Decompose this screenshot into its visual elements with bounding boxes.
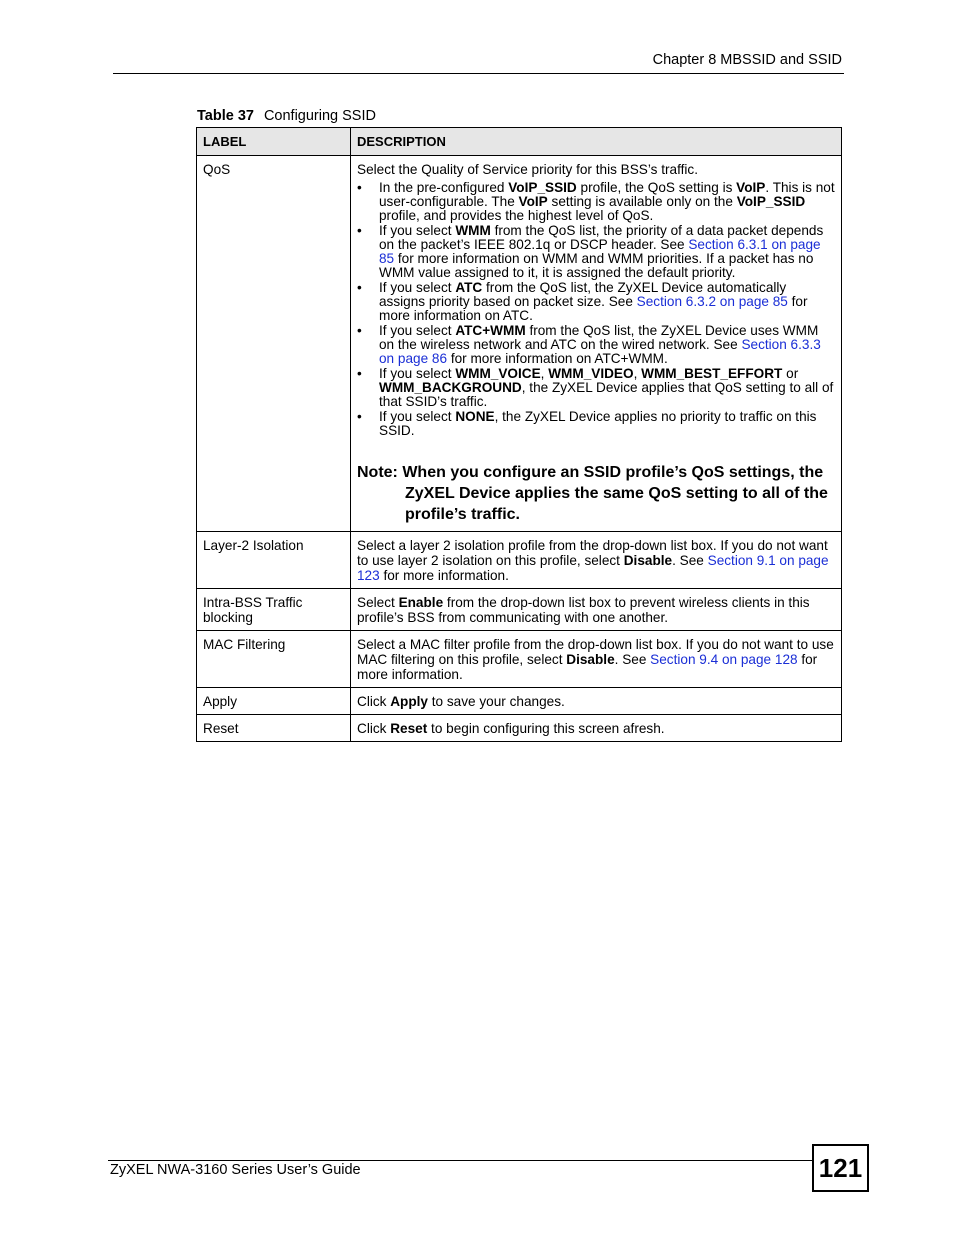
table-row-qos: [197, 156, 842, 532]
chapter-title: Chapter 8 MBSSID and SSID: [652, 52, 842, 68]
config-table: [196, 127, 842, 742]
row-label: Apply: [197, 688, 351, 715]
section-link[interactable]: Section 6.3.1 on page 85: [379, 237, 821, 266]
list-item: • If you select WMM_VOICE, WMM_VIDEO, WMM_BEST_EFFORT or WMM_BACKGROUND, the ZyXEL Device applies that QoS setting to all of that SSID’s traffic.: [357, 367, 835, 409]
header-rule: [113, 73, 844, 74]
row-label: MAC Filtering: [197, 631, 351, 688]
table-row-mac-filtering: [197, 631, 842, 688]
section-link[interactable]: Section 6.3.2 on page 85: [636, 294, 788, 309]
table-number: Table 37: [197, 108, 254, 124]
table-caption: [197, 108, 376, 124]
table-row-reset: [197, 715, 842, 742]
row-description: Select a MAC filter profile from the drop-down list box. If you do not want to use MAC filtering on this profile, select Disable. See Section 9.4 on page 128 for more information.: [351, 631, 842, 688]
footer-rule: [108, 1160, 812, 1161]
page-number: 121: [812, 1144, 869, 1192]
row-description: [351, 156, 842, 532]
row-label: QoS: [197, 156, 351, 532]
list-item: • If you select NONE, the ZyXEL Device applies no priority to traffic on this SSID.: [357, 410, 835, 438]
table-row-intra-bss: [197, 589, 842, 631]
row-label: Intra-BSS Traffic blocking: [197, 589, 351, 631]
qos-options-list: [357, 181, 835, 438]
guide-title: ZyXEL NWA-3160 Series User’s Guide: [110, 1162, 361, 1178]
table-title: Configuring SSID: [263, 108, 376, 124]
row-description: Select a layer 2 isolation profile from the drop-down list box. If you do not want to use layer 2 isolation on this profile, select Disable. See Section 9.1 on page 123 for more information.: [351, 532, 842, 589]
list-item: • In the pre-configured VoIP_SSID profile, the QoS setting is VoIP. This is not user-configurable. The VoIP setting is available only on the VoIP_SSID profile, and provides the highest level of QoS.: [357, 181, 835, 223]
qos-note: Note: When you configure an SSID profile’s QoS settings, the ZyXEL Device applies the same QoS setting to all of the profile’s traffic.: [357, 464, 828, 523]
table-row-layer2-isolation: [197, 532, 842, 589]
section-link[interactable]: Section 6.3.3 on page 86: [379, 337, 821, 366]
table-header-row: [197, 128, 842, 156]
qos-intro: Select the Quality of Service priority for this BSS’s traffic.: [357, 162, 698, 177]
section-link[interactable]: Section 9.4 on page 128: [650, 652, 798, 667]
row-description: Click Reset to begin configuring this screen afresh.: [351, 715, 842, 742]
section-link[interactable]: Section 9.1 on page 123: [357, 553, 829, 583]
row-description: Click Apply to save your changes.: [351, 688, 842, 715]
list-item: • If you select ATC from the QoS list, the ZyXEL Device automatically assigns priority based on packet size. See Section 6.3.2 on page 85 for more information on ATC.: [357, 281, 835, 323]
list-item: • If you select WMM from the QoS list, the priority of a data packet depends on the packet’s IEEE 802.1q or DSCP header. See Section 6.3.1 on page 85 for more information on WMM and WMM priorities. If a packet has no WMM value assigned to it, it is assigned the default priority.: [357, 224, 835, 280]
row-label: Reset: [197, 715, 351, 742]
column-header-label: LABEL: [197, 128, 351, 156]
list-item: • If you select ATC+WMM from the QoS list, the ZyXEL Device uses WMM on the wireless network and ATC on the wired network. See Section 6.3.3 on page 86 for more information on ATC+WMM.: [357, 324, 835, 366]
table-row-apply: [197, 688, 842, 715]
row-label: Layer-2 Isolation: [197, 532, 351, 589]
column-header-description: DESCRIPTION: [351, 128, 842, 156]
row-description: Select Enable from the drop-down list box to prevent wireless clients in this profile’s BSS from communicating with one another.: [351, 589, 842, 631]
